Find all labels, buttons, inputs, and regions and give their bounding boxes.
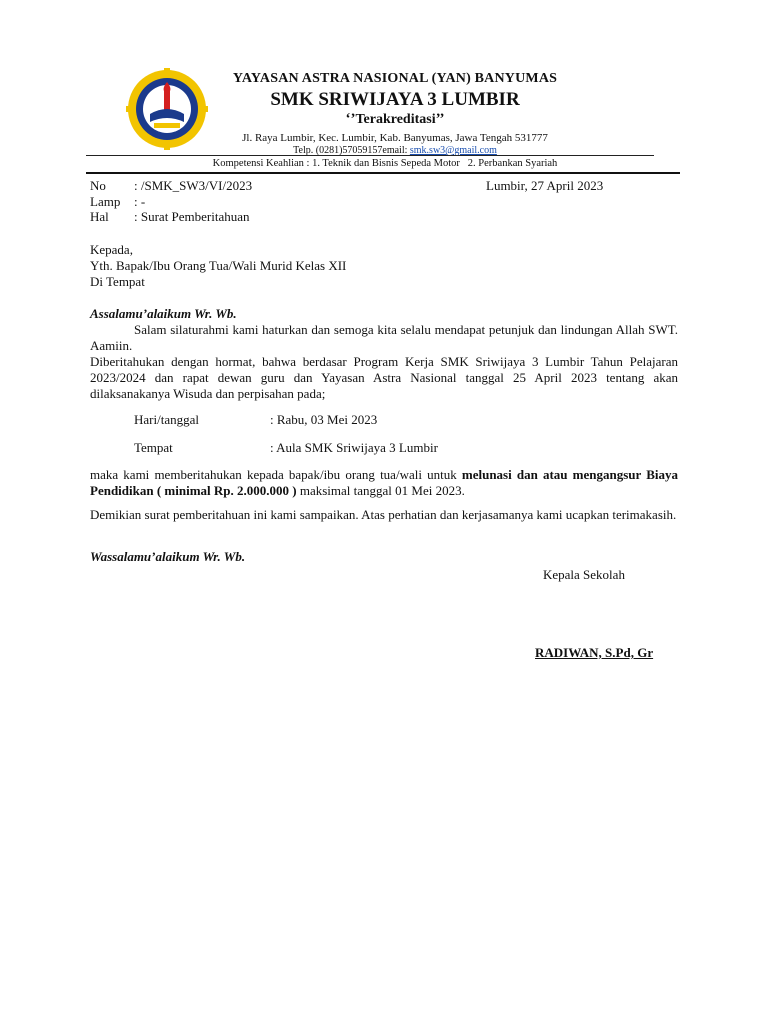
paragraph-payment: maka kami memberitahukan kepada bapak/ibu orang tua/wali untuk melunasi dan atau mengangsur Biaya Pendidikan ( minimal Rp. 2.000.000 ) maksimal tanggal 01 Mei 2023. (90, 467, 679, 498)
letter-number: No : /SMK_SW3/VI/2023 (90, 178, 253, 193)
paragraph-closing: Demikian surat pemberitahuan ini kami sampaikan. Atas perhatian dan kerjasamanya kami ucapkan terimakasih. (90, 507, 677, 522)
signatory-title: Kepala Sekolah (543, 567, 625, 582)
signatory-name: RADIWAN, S.Pd, Gr (535, 645, 654, 660)
event-date: Hari/tanggal : Rabu, 03 Mei 2023 (134, 412, 378, 427)
letter-subject: Hal : Surat Pemberitahuan (90, 209, 250, 224)
closing-greeting: Wassalamu’alaikum Wr. Wb. (90, 549, 246, 564)
recipient-kepada: Kepada, (90, 242, 133, 257)
school-contact: Telp. (0281)57059157email: smk.sw3@gmail.com (293, 145, 497, 156)
school-logo (126, 68, 208, 150)
recipient-place: Di Tempat (90, 274, 145, 289)
letterhead-divider (86, 155, 654, 156)
school-name: SMK SRIWIJAYA 3 LUMBIR (270, 89, 520, 110)
accreditation-label: ‘’Terakreditasi’’ (345, 111, 445, 127)
letterhead-rule (86, 172, 680, 174)
email-link[interactable]: smk.sw3@gmail.com (409, 145, 497, 156)
greeting: Assalamu’alaikum Wr. Wb. (90, 306, 237, 321)
recipient-name: Yth. Bapak/Ibu Orang Tua/Wali Murid Kelas XII (90, 258, 347, 273)
competency-line: Kompetensi Keahlian : 1. Teknik dan Bisnis Sepeda Motor 2. Perbankan Syariah (212, 158, 558, 169)
paragraph-opening: Salam silaturahmi kami haturkan dan semoga kita selalu mendapat petunjuk dan lindungan Allah SWT. Aamiin. (90, 322, 678, 353)
event-place: Tempat : Aula SMK Sriwijaya 3 Lumbir (134, 440, 438, 455)
payment-highlight: melunasi dan atau mengangsur Biaya Pendidikan ( minimal Rp. 2.000.000 ) (90, 467, 679, 498)
paragraph-announcement: Diberitahukan dengan hormat, bahwa berdasar Program Kerja SMK Sriwijaya 3 Lumbir Tahun Pelajaran 2023/2024 dan rapat dewan guru dan Yayasan Astra Nasional tanggal 25 April 2023 tentang akan dilaksanakanya Wisuda dan perpisahan pada; (90, 354, 678, 401)
letter-attachment: Lamp : - (90, 194, 146, 209)
foundation-name: YAYASAN ASTRA NASIONAL (YAN) BANYUMAS (232, 71, 558, 86)
school-address: Jl. Raya Lumbir, Kec. Lumbir, Kab. Banyumas, Jawa Tengah 531777 (242, 132, 548, 144)
letter-date: Lumbir, 27 April 2023 (486, 178, 604, 193)
